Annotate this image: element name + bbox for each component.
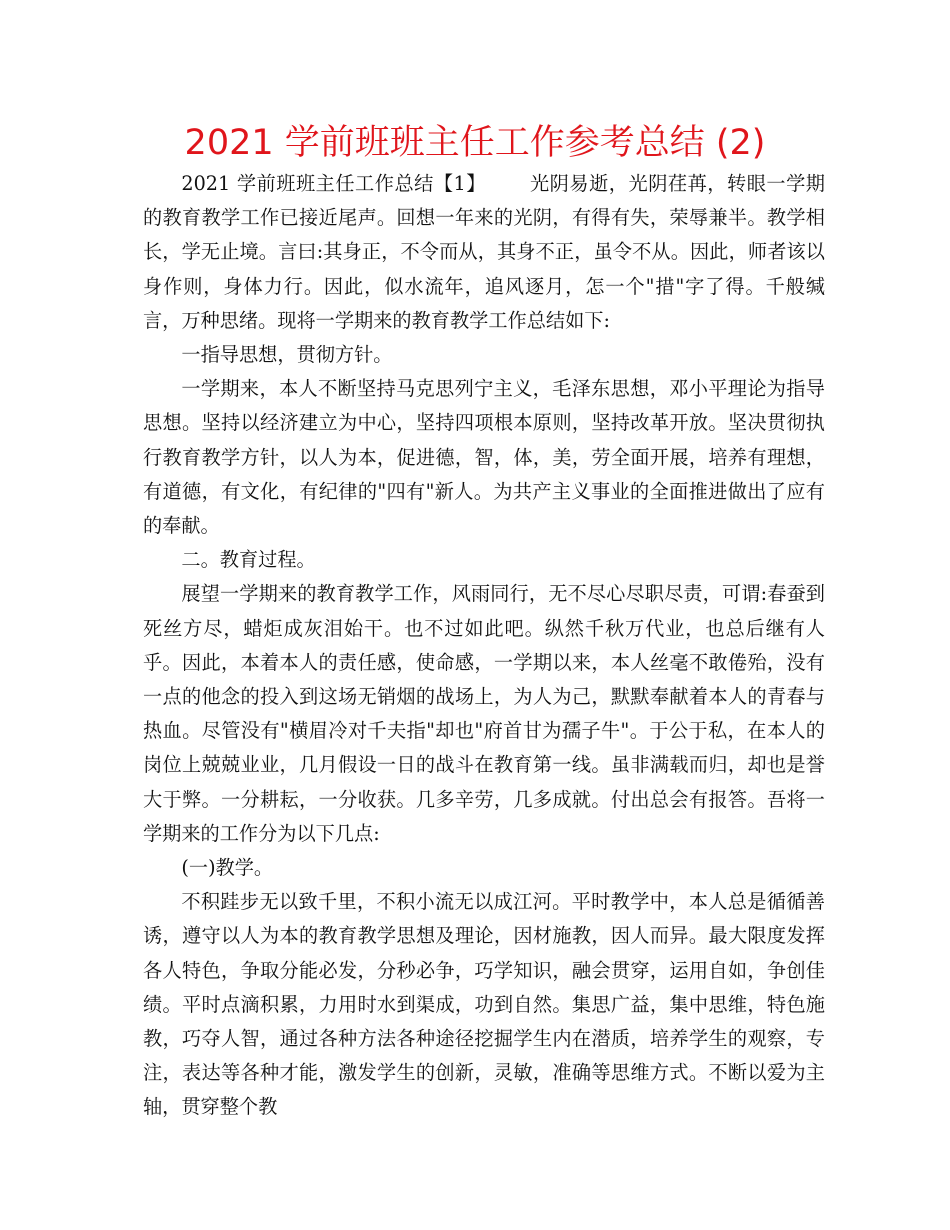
paragraph: 一学期来，本人不断坚持马克思列宁主义，毛泽东思想，邓小平理论为指导思想。坚持以经济建立为中心，坚持四项根本原则，坚持改革开放。坚决贯彻执行教育教学方针，以人为本，促进德，智，体，美，劳全面开展，培养有理想，有道德，有文化，有纪律的"四有"新人。为共产主义事业的全面推进做出了应有的奉献。 bbox=[143, 377, 825, 538]
subsection-heading: (一)教学。 bbox=[181, 856, 274, 880]
paragraph: 展望一学期来的教育教学工作，风雨同行，无不尽心尽职尽责，可谓:春蚕到死丝方尽，蜡炬成灰泪始干。也不过如此吧。纵然千秋万代业，也总后继有人乎。因此，本着本人的责任感，使命感，一学期以来，本人丝毫不敢倦殆，没有一点的他念的投入到这场无销烟的战场上，为人为己，默默奉献着本人的青春与热血。尽管没有"横眉冷对千夫指"却也"府首甘为孺子牛"。于公于私，在本人的岗位上兢兢业业，几月假设一日的战斗在教育第一线。虽非满载而归，却也是誉大于弊。一分耕耘，一分收获。几多辛劳，几多成就。付出总会有报答。吾将一学期来的工作分为以下几点: bbox=[143, 582, 825, 845]
document-title: 2021 学前班班主任工作参考总结 (2) bbox=[184, 123, 766, 163]
paragraph-text: 光阴易逝，光阴荏苒，转眼一学期的教育教学工作已接近尾声。回想一年来的光阴，有得有失，荣辱兼半。教学相长，学无止境。言曰:其身正，不令而从，其身不正，虽令不从。因此，师者该以身作则，身体力行。因此，似水流年，追风逐月，怎一个"措"字了得。千般缄言，万种思绪。现将一学期来的教育教学工作总结如下: bbox=[143, 172, 825, 332]
paragraph bbox=[143, 167, 825, 338]
section-heading: 二。教育过程。 bbox=[181, 548, 316, 572]
document-body bbox=[143, 167, 825, 1125]
intro-label: 2021 学前班班主任工作总结【1】 bbox=[181, 172, 486, 195]
paragraph: 不积跬步无以致千里，不积小流无以成江河。平时教学中，本人总是循循善诱，遵守以人为本的教育教学思想及理论，因材施教，因人而异。最大限度发挥各人特色，争取分能必发，分秒必争，巧学知识，融会贯穿，运用自如，争创佳绩。平时点滴积累，力用时水到渠成，功到自然。集思广益，集中思维，特色施教，巧夺人智，通过各种方法各种途径挖掘学生内在潜质，培养学生的观察，专注，表达等各种才能，激发学生的创新，灵敏，准确等思维方式。不断以爱为主轴，贯穿整个教 bbox=[143, 890, 825, 1119]
section-heading: 一指导思想，贯彻方针。 bbox=[181, 343, 393, 367]
